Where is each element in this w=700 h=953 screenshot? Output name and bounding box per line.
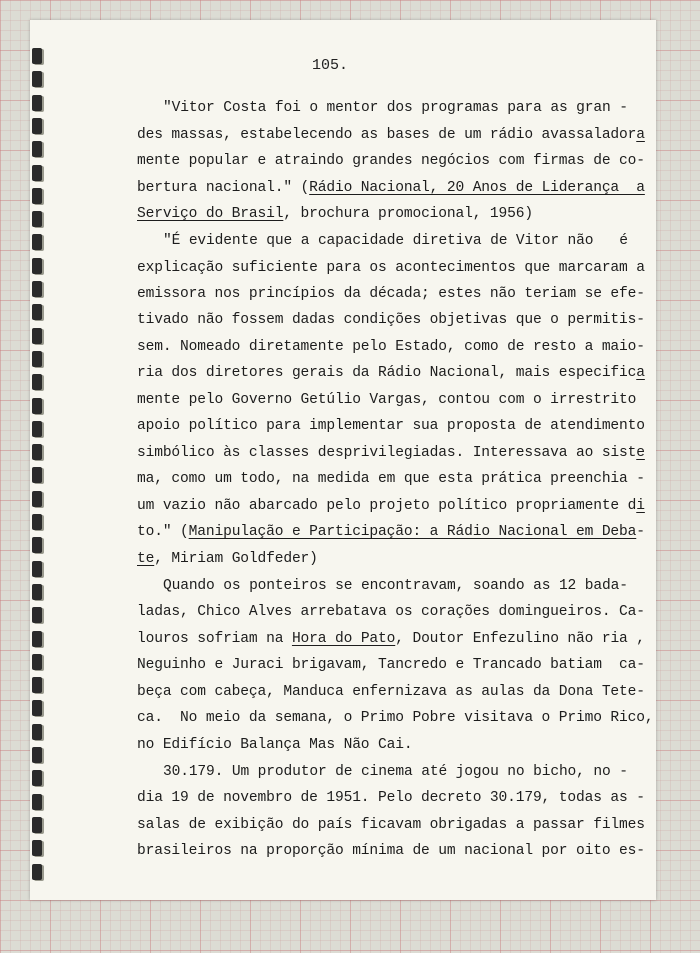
text-segment: mente pelo Governo Getúlio Vargas, contou com o irrestrito	[137, 392, 637, 408]
text-segment: explicação suficiente para os acontecimentos que marcaram a	[137, 260, 645, 276]
text-line	[137, 790, 645, 806]
text-line	[137, 206, 533, 222]
binding-hole	[32, 747, 42, 763]
text-line	[137, 551, 318, 567]
binding-hole	[32, 654, 42, 670]
binding-hole	[32, 444, 42, 460]
text-line	[137, 339, 645, 355]
text-segment: no Edifício Balança Mas Não Cai.	[137, 737, 413, 753]
text-line	[137, 817, 645, 833]
binding-hole	[32, 677, 42, 693]
page-number: 105.	[311, 57, 348, 74]
underlined-text: Rádio Nacional, 20 Anos de Liderança a	[309, 180, 645, 196]
text-segment: Neguinho e Juraci brigavam, Tancredo e Trancado batiam ca-	[137, 657, 645, 673]
underlined-text: a	[636, 365, 645, 381]
binding-hole	[32, 141, 42, 157]
text-segment: tivado não fossem dadas condições objetivas que o permitis-	[137, 312, 645, 328]
text-segment: Quando os ponteiros se encontravam, soando as 12 bada-	[163, 578, 628, 594]
text-line	[137, 684, 645, 700]
text-segment: ladas, Chico Alves arrebatava os corações domingueiros. Ca-	[137, 604, 645, 620]
text-segment: apoio político para implementar sua proposta de atendimento	[137, 418, 645, 434]
text-line	[137, 180, 645, 196]
text-segment: emissora nos princípios da década; estes não teriam se efe-	[137, 286, 645, 302]
binding-hole	[32, 467, 42, 483]
binding-hole	[32, 234, 42, 250]
binding-hole	[32, 351, 42, 367]
binding-hole	[32, 421, 42, 437]
text-line	[137, 445, 645, 461]
binding-hole	[32, 840, 42, 856]
text-line	[137, 471, 645, 487]
text-line	[137, 657, 645, 673]
binding-hole	[32, 724, 42, 740]
text-segment: "Vitor Costa foi o mentor dos programas para as gran -	[163, 100, 628, 116]
text-segment: , Doutor Enfezulino não ria ,	[395, 631, 645, 647]
text-segment: beça com cabeça, Manduca enfernizava as aulas da Dona Tete-	[137, 684, 645, 700]
text-segment: ria dos diretores gerais da Rádio Nacional, mais especific	[137, 365, 637, 381]
text-segment: 30.179. Um produtor de cinema até jogou no bicho, no -	[163, 764, 628, 780]
text-line	[137, 365, 645, 381]
text-line	[137, 498, 645, 514]
underlined-text: Serviço do Brasil	[137, 206, 284, 222]
text-segment: ma, como um todo, na medida em que esta prática preenchia -	[137, 471, 645, 487]
binding-hole	[32, 188, 42, 204]
binding-hole	[32, 398, 42, 414]
text-line	[137, 260, 645, 276]
underlined-text: te	[137, 551, 155, 567]
binding-hole	[32, 770, 42, 786]
text-line	[163, 233, 628, 249]
binding-hole	[32, 281, 42, 297]
text-segment: ca. No meio da semana, o Primo Pobre visitava o Primo Rico,	[137, 710, 654, 726]
binding-hole	[32, 328, 42, 344]
binding-hole	[32, 374, 42, 390]
text-segment: sem. Nomeado diretamente pelo Estado, como de resto a maio-	[137, 339, 645, 355]
binding-hole	[32, 631, 42, 647]
text-segment: brasileiros na proporção mínima de um nacional por oito es-	[137, 843, 645, 859]
binding-hole	[32, 561, 42, 577]
binding-hole	[32, 491, 42, 507]
text-line	[137, 631, 645, 647]
text-line	[137, 153, 645, 169]
binding-hole	[32, 607, 42, 623]
text-segment: des massas, estabelecendo as bases de um rádio avassalador	[137, 127, 637, 143]
text-line	[137, 710, 653, 726]
spiral-binding	[32, 48, 46, 888]
binding-hole	[32, 211, 42, 227]
text-segment: dia 19 de novembro de 1951. Pelo decreto 30.179, todas as -	[137, 790, 645, 806]
text-line	[163, 100, 628, 116]
text-segment: , brochura promocional, 1956)	[283, 206, 533, 222]
binding-hole	[32, 258, 42, 274]
text-segment: "É evidente que a capacidade diretiva de Vitor não é	[163, 233, 628, 249]
binding-hole	[32, 304, 42, 320]
underlined-text: i	[636, 498, 645, 514]
binding-hole	[32, 794, 42, 810]
text-line	[137, 524, 645, 540]
text-line	[137, 843, 645, 859]
binding-hole	[32, 95, 42, 111]
binding-hole	[32, 118, 42, 134]
text-segment: simbólico às classes desprivilegiadas. Interessava ao sist	[137, 445, 637, 461]
binding-hole	[32, 864, 42, 880]
text-line	[137, 312, 645, 328]
underlined-text: e	[636, 445, 645, 461]
text-line	[137, 604, 645, 620]
text-segment: bertura nacional." (	[137, 180, 310, 196]
underlined-text: Manipulação e Participação: a Rádio Nacional em Deba	[188, 524, 637, 540]
text-segment: -	[636, 524, 645, 540]
text-line	[137, 418, 645, 434]
text-segment: mente popular e atraindo grandes negócios com firmas de co-	[137, 153, 645, 169]
text-line	[137, 127, 645, 143]
text-line	[137, 286, 645, 302]
binding-hole	[32, 700, 42, 716]
text-line	[163, 764, 628, 780]
binding-hole	[32, 165, 42, 181]
binding-hole	[32, 514, 42, 530]
text-segment: louros sofriam na	[137, 631, 292, 647]
text-segment: um vazio não abarcado pelo projeto político propriamente d	[137, 498, 637, 514]
text-line	[137, 737, 412, 753]
text-line	[163, 578, 628, 594]
binding-hole	[32, 584, 42, 600]
text-line	[137, 392, 636, 408]
binding-hole	[32, 537, 42, 553]
binding-hole	[32, 817, 42, 833]
text-segment: to." (	[137, 524, 189, 540]
underlined-text: a	[636, 127, 645, 143]
underlined-text: Hora do Pato	[291, 631, 396, 647]
text-segment: salas de exibição do país ficavam obrigadas a passar filmes	[137, 817, 645, 833]
text-segment: , Miriam Goldfeder)	[154, 551, 318, 567]
